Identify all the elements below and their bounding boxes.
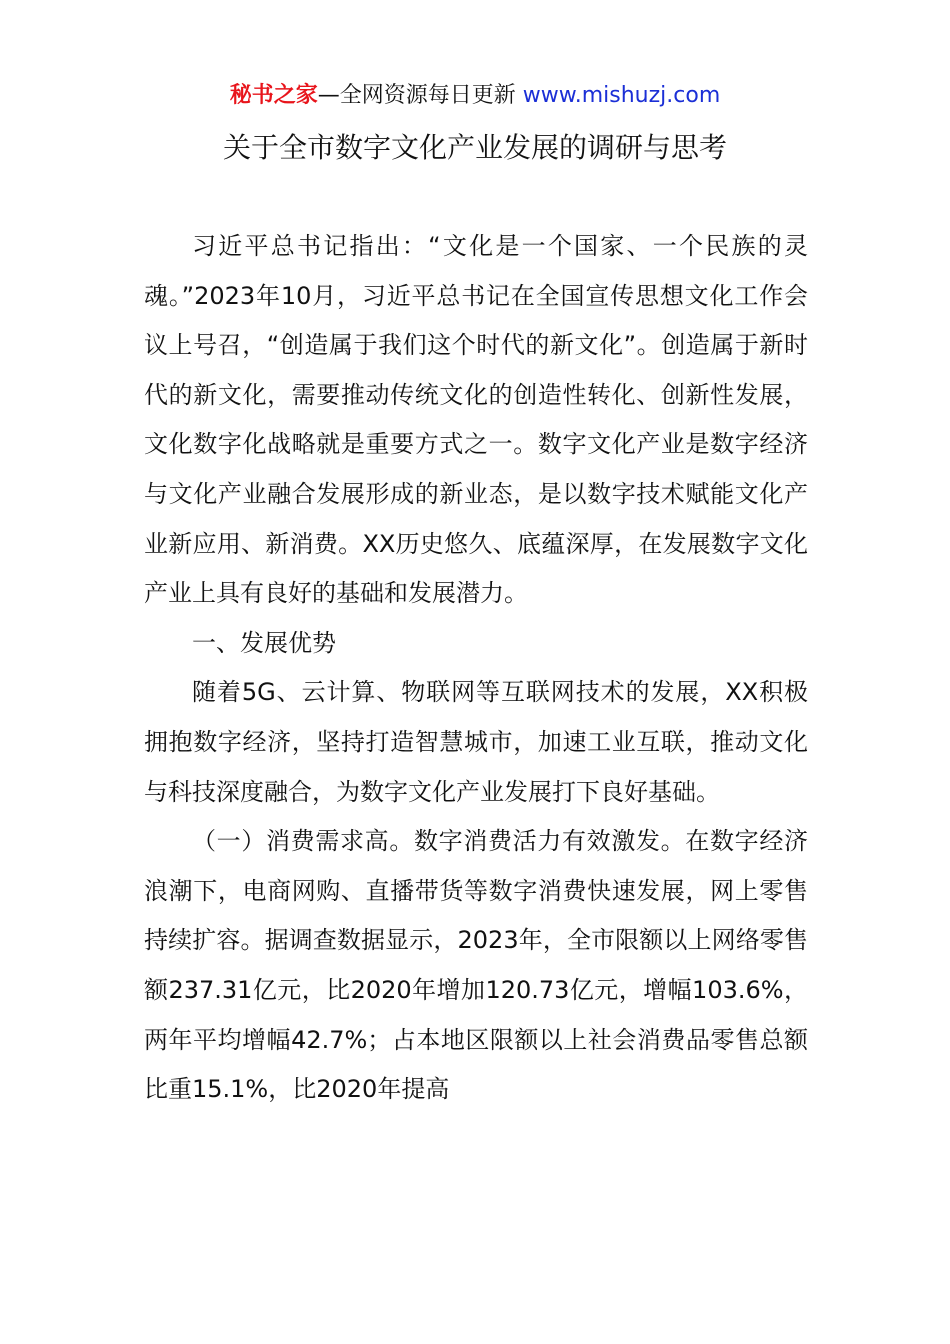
document-title: 关于全市数字文化产业发展的调研与思考: [222, 131, 727, 164]
paragraph-tech-foundation: 随着5G、云计算、物联网等互联网技术的发展，XX积极拥抱数字经济，坚持打造智慧城市，加速工业互联，推动文化与科技深度融合，为数字文化产业发展打下良好基础。: [144, 678, 808, 806]
paragraph-consumption-demand: （一）消费需求高。数字消费活力有效激发。在数字经济浪潮下，电商网购、直播带货等数字消费快速发展，网上零售持续扩容。据调查数据显示，2023年，全市限额以上网络零售额237.31亿元，比2020年增加120.73亿元，增幅103.6%，两年平均增幅42.7%；占本地区限额以上社会消费品零售总额比重15.1%，比2020年提高: [144, 827, 808, 1104]
section-heading-advantages: 一、发展优势: [192, 628, 336, 657]
header-tagline: —全网资源每日更新: [317, 83, 516, 108]
paragraph-intro: 习近平总书记指出：“文化是一个国家、一个民族的灵魂。”2023年10月，习近平总书记在全国宣传思想文化工作会议上号召，“创造属于我们这个时代的新文化”。创造属于新时代的新文化，需要推动传统文化的创造性转化、创新性发展，文化数字化战略就是重要方式之一。数字文化产业是数字经济与文化产业融合发展形成的新业态，是以数字技术赋能文化产业新应用、新消费。XX历史悠久、底蕴深厚，在发展数字文化产业上具有良好的基础和发展潜力。: [144, 232, 808, 608]
site-header: [0, 80, 950, 112]
document-body: [144, 222, 808, 1115]
site-url[interactable]: www.mishuzj.com: [522, 83, 721, 108]
brand-name: 秘书之家: [229, 83, 318, 108]
